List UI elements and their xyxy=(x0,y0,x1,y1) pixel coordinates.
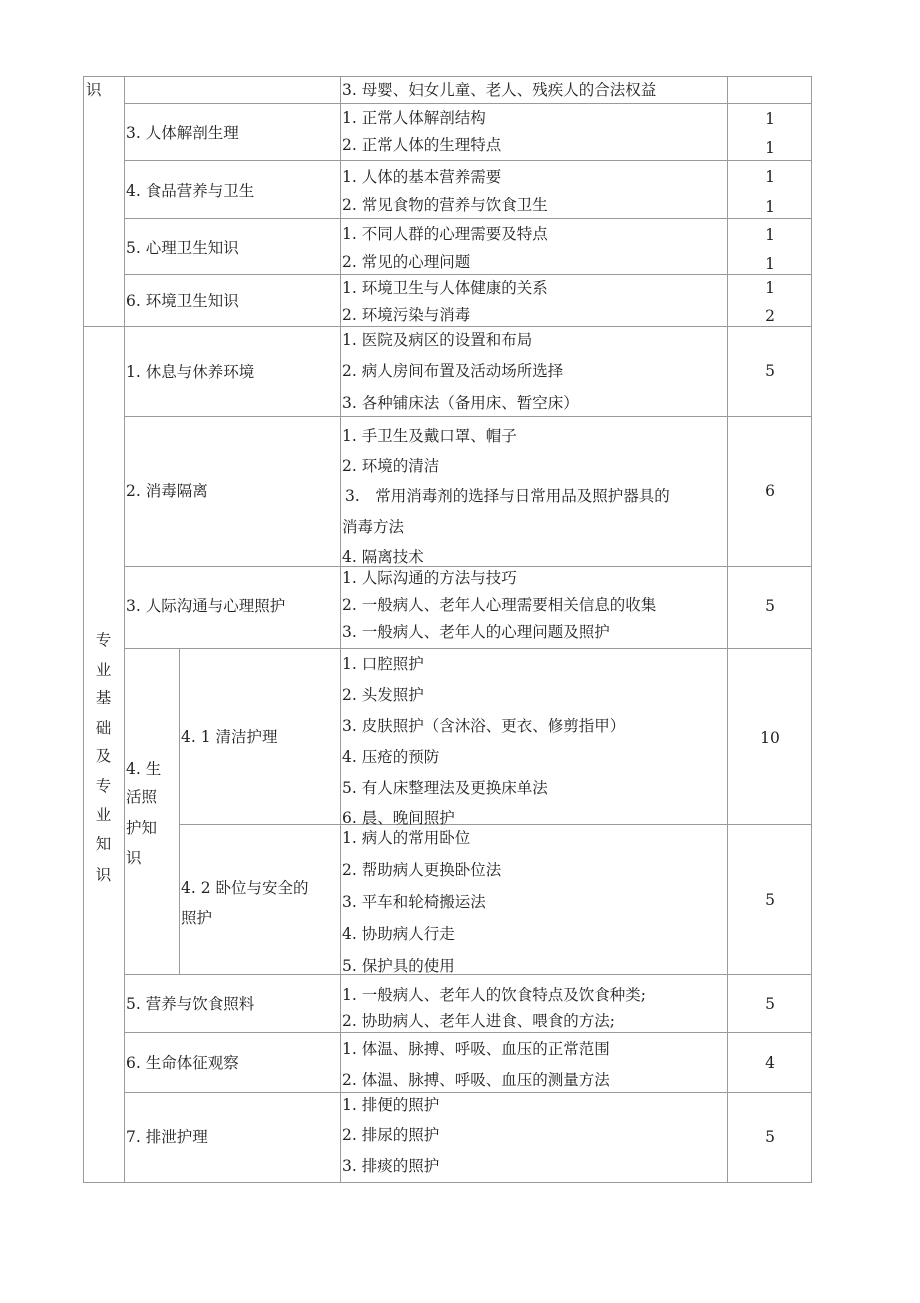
content-item: 1. 排便的照护 xyxy=(342,1096,440,1114)
content-item: 2. 协助病人、老年人进食、喂食的方法; xyxy=(342,1012,615,1030)
hours-value: 5 xyxy=(765,995,775,1013)
topic-label: 4. 食品营养与卫生 xyxy=(126,182,255,200)
content-item: 2. 常见的心理问题 xyxy=(342,253,471,271)
content-item: 1. 医院及病区的设置和布局 xyxy=(342,331,533,349)
content-item: 3. 母婴、妇女儿童、老人、残疾人的合法权益 xyxy=(342,81,657,99)
content-item: 2. 头发照护 xyxy=(342,686,424,704)
content-item: 3. 皮肤照护（含沐浴、更衣、修剪指甲） xyxy=(342,717,626,735)
table-border xyxy=(124,1092,812,1093)
content-item: 3. 排痰的照护 xyxy=(342,1157,440,1175)
syllabus-table: 识 专 业 基 础 及 专 业 知 识 3. 母婴、妇女儿童、老人、残疾人的合法权益 3. 人体解剖生理 1. 正常人体解剖结构 2. 正常人体的生理特点 1 1 4. 食品营养与卫生 1. 人体的基本营养需要 2. 常见食物的营养与饮食卫生 1 1 5. 心理卫生知识 1. 不同人群的心理需要及特点 2. 常见的心理问题 1 1 6. 环境卫生知识 1. 环境卫生与人体健康的关系 2. 环境污染与消毒 1 2 1. 休息与休养环境 1. 医院及病区的设置和布局 2. 病人房间布置及活动场所选择 3. 各种铺床法（备用床、暂空床） 5 2. 消毒隔离 1. 手卫生及戴口罩、帽子 2. 环境的清洁 3. 常用消毒剂的选择与日常用品及照护器具的 消毒方法 4. 隔离技术 6 3. 人际沟通与心理照护 1. 人际沟通的方法与技巧 2. 一般病人、老年人心理需要相关信息的收集 3. 一般病人、老年人的心理问题及照护 5 4. 生 活照 护知 识 4. 1 清洁护理 1. 口腔照护 2. 头发照护 3. 皮肤照护（含沐浴、更衣、修剪指甲） 4. 压疮的预防 5. 有人床整理法及更换床单法 6. 晨、晚间照护 10 4. 2 卧位与安全的 照护 1. 病人的常用卧位 2. 帮助病人更换卧位法 3. 平车和轮椅搬运法 4. 协助病人行走 5. 保护具的使用 5 5. 营养与饮食照料 1. 一般病人、老年人的饮食特点及饮食种类; 2. 协助病人、老年人进食、喂食的方法; 5 6. 生命体征观察 1. 体温、脉搏、呼吸、血压的正常范围 2. 体温、脉搏、呼吸、血压的测量方法 4 7. 排泄护理 1. 排便的照护 2. 排尿的照护 3. 排痰的照护 5 xyxy=(0,0,920,1303)
content-item: 4. 压疮的预防 xyxy=(342,748,440,766)
content-item: 1. 人际沟通的方法与技巧 xyxy=(342,569,517,587)
hours-value: 2 xyxy=(765,307,775,325)
topic-label: 6. 生命体征观察 xyxy=(126,1054,239,1072)
table-border xyxy=(124,648,812,649)
table-border xyxy=(124,566,812,567)
content-item: 消毒方法 xyxy=(342,518,405,536)
hours-value: 5 xyxy=(765,362,775,380)
content-item: 2. 排尿的照护 xyxy=(342,1126,440,1144)
hours-value: 1 xyxy=(765,168,775,186)
hours-value: 1 xyxy=(765,226,775,244)
table-border xyxy=(179,824,812,825)
table-border xyxy=(124,103,812,104)
content-item: 2. 一般病人、老年人心理需要相关信息的收集 xyxy=(342,596,657,614)
table-border xyxy=(124,76,125,1183)
content-item: 3. 各种铺床法（备用床、暂空床） xyxy=(342,394,579,412)
content-item: 1. 不同人群的心理需要及特点 xyxy=(342,225,548,243)
topic-label: 2. 消毒隔离 xyxy=(126,482,208,500)
topic-label: 5. 营养与饮食照料 xyxy=(126,995,255,1013)
subtopic-label: 照护 xyxy=(181,909,213,927)
content-item: 6. 晨、晚间照护 xyxy=(342,809,455,827)
content-item: 5. 保护具的使用 xyxy=(342,957,455,975)
table-border xyxy=(340,76,341,1183)
content-item: 1. 一般病人、老年人的饮食特点及饮食种类; xyxy=(342,986,646,1004)
hours-value: 5 xyxy=(765,597,775,615)
hours-value: 1 xyxy=(765,139,775,157)
content-item: 4. 隔离技术 xyxy=(342,548,424,566)
hours-value: 5 xyxy=(765,1128,775,1146)
content-item: 2. 环境的清洁 xyxy=(342,457,440,475)
table-border xyxy=(124,160,812,161)
content-item: 2. 常见食物的营养与饮食卫生 xyxy=(342,196,548,214)
content-item: 3. 一般病人、老年人的心理问题及照护 xyxy=(342,623,610,641)
content-item: 5. 有人床整理法及更换床单法 xyxy=(342,779,548,797)
content-item: 2. 正常人体的生理特点 xyxy=(342,136,502,154)
content-item: 1. 人体的基本营养需要 xyxy=(342,168,502,186)
content-item: 1. 口腔照护 xyxy=(342,655,424,673)
hours-value: 6 xyxy=(765,482,775,500)
content-item: 3. 平车和轮椅搬运法 xyxy=(342,893,486,911)
table-border xyxy=(83,76,812,77)
table-border xyxy=(179,648,180,975)
table-border xyxy=(83,326,812,327)
content-item: 2. 体温、脉搏、呼吸、血压的测量方法 xyxy=(342,1071,610,1089)
hours-value: 1 xyxy=(765,255,775,273)
content-item: 4. 协助病人行走 xyxy=(342,925,455,943)
subtopic-label: 4. 2 卧位与安全的 xyxy=(181,879,309,897)
category-label-top: 识 xyxy=(86,81,102,99)
content-item: 2. 环境污染与消毒 xyxy=(342,306,471,324)
content-item: 2. 帮助病人更换卧位法 xyxy=(342,861,502,879)
content-item: 1. 手卫生及戴口罩、帽子 xyxy=(342,427,517,445)
topic-label: 5. 心理卫生知识 xyxy=(126,239,239,257)
content-item: 1. 正常人体解剖结构 xyxy=(342,109,486,127)
content-item: 1. 体温、脉搏、呼吸、血压的正常范围 xyxy=(342,1040,610,1058)
table-border xyxy=(124,218,812,219)
content-item: 1. 环境卫生与人体健康的关系 xyxy=(342,279,548,297)
subtopic-label: 4. 1 清洁护理 xyxy=(181,728,278,746)
topic-label: 3. 人体解剖生理 xyxy=(126,124,239,142)
content-item: 3. 常用消毒剂的选择与日常用品及照护器具的 xyxy=(345,487,670,505)
table-border xyxy=(124,274,812,275)
hours-value: 1 xyxy=(765,110,775,128)
topic-label: 1. 休息与休养环境 xyxy=(126,363,255,381)
table-border xyxy=(124,416,812,417)
content-item: 2. 病人房间布置及活动场所选择 xyxy=(342,362,564,380)
hours-value: 1 xyxy=(765,198,775,216)
topic-label: 3. 人际沟通与心理照护 xyxy=(126,597,286,615)
hours-value: 4 xyxy=(765,1054,775,1072)
content-item: 1. 病人的常用卧位 xyxy=(342,829,471,847)
topic-label: 6. 环境卫生知识 xyxy=(126,292,239,310)
table-border xyxy=(83,1182,812,1183)
table-border xyxy=(124,974,812,975)
hours-value: 10 xyxy=(760,729,780,747)
table-border xyxy=(83,76,84,1183)
hours-value: 5 xyxy=(765,891,775,909)
hours-value: 1 xyxy=(765,279,775,297)
table-border xyxy=(124,1032,812,1033)
topic-label: 7. 排泄护理 xyxy=(126,1128,208,1146)
